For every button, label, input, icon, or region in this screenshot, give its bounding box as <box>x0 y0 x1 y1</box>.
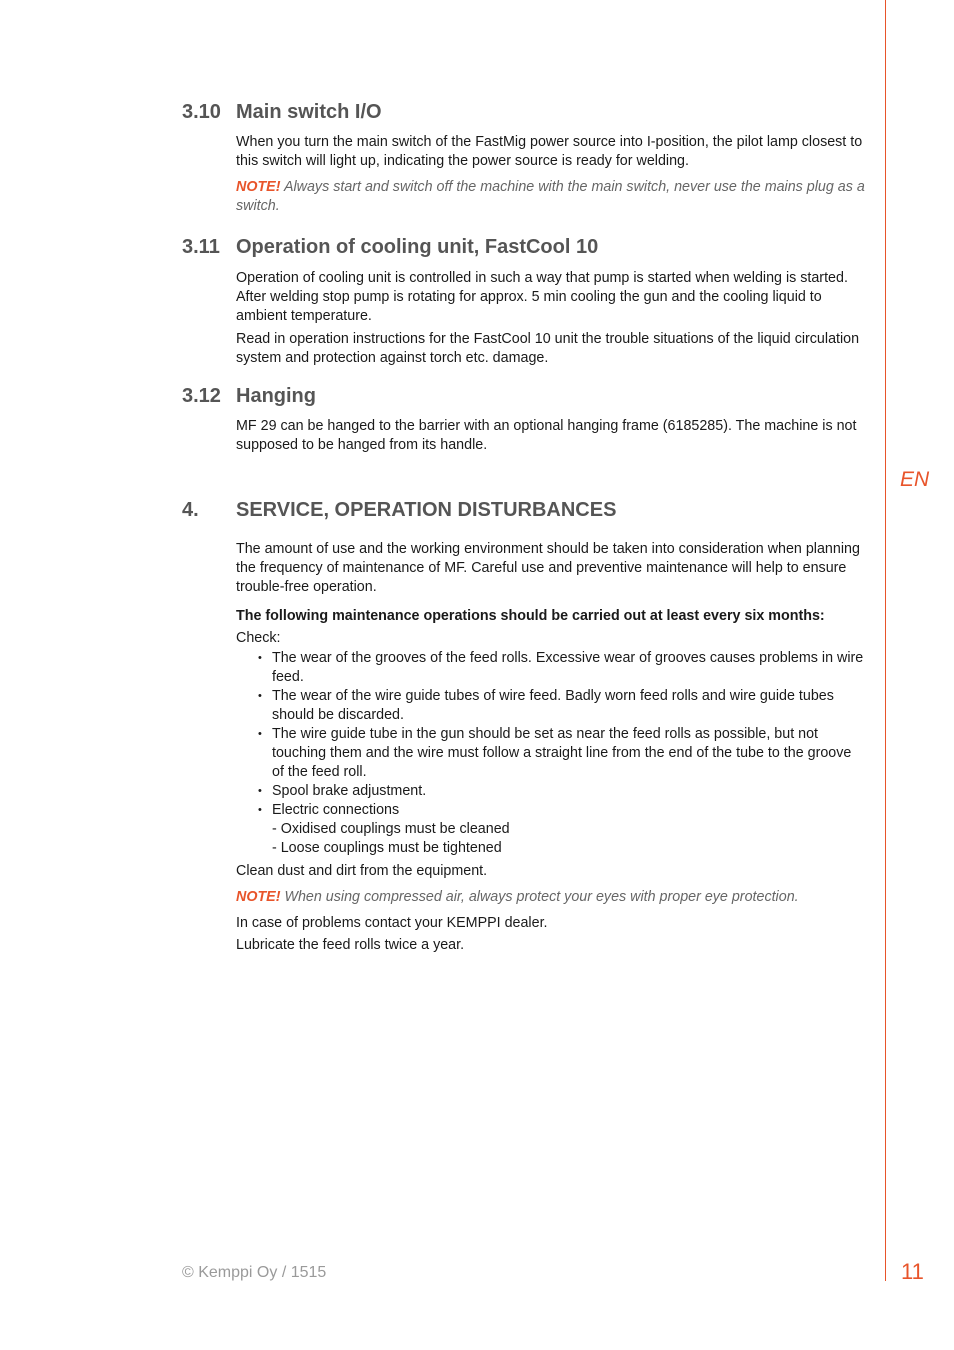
sub-item: - Loose couplings must be tightened <box>272 840 502 856</box>
note-text: When using compressed air, always protect your eyes with proper eye protection. <box>284 889 799 905</box>
list-item: • The wear of the grooves of the feed rolls. Excessive wear of grooves causes problems in wire feed. <box>236 649 866 687</box>
paragraph: When you turn the main switch of the FastMig power source into I-position, the pilot lamp closest to this switch will light up, indicating the power source is ready for welding. <box>236 134 863 169</box>
check-label: Check: <box>236 630 281 646</box>
margin-rule <box>885 0 886 1281</box>
sub-item: - Oxidised couplings must be cleaned <box>272 821 510 837</box>
section-3-10-body <box>236 133 866 216</box>
paragraph: Lubricate the feed rolls twice a year. <box>236 937 465 953</box>
note-text: Always start and switch off the machine with the main switch, never use the mains plug as a switch. <box>236 179 865 214</box>
section-3-11-body <box>236 269 866 368</box>
note-label: NOTE! <box>236 179 281 195</box>
list-item: • Electric connections <box>236 801 866 820</box>
section-title: Hanging <box>236 385 316 407</box>
section-number: 3.11 <box>182 236 220 258</box>
section-title: Operation of cooling unit, FastCool 10 <box>236 236 599 258</box>
note <box>236 178 866 216</box>
note-label: NOTE! <box>236 889 281 905</box>
section-title: Main switch I/O <box>236 101 382 123</box>
footer-copyright: © Kemppi Oy / 1515 <box>182 1264 327 1281</box>
section-number: 3.10 <box>182 101 221 123</box>
bold-paragraph: The following maintenance operations should be carried out at least every six months: <box>236 608 825 624</box>
maintenance-list <box>236 649 866 820</box>
paragraph: The amount of use and the working environment should be taken into consideration when planning the frequency of maintenance of MF. Careful use and preventive maintenance will help to ensure trouble-free operation. <box>236 541 860 595</box>
list-item: • The wear of the wire guide tubes of wire feed. Badly worn feed rolls and wire guide tubes should be discarded. <box>236 687 866 725</box>
page-number: 11 <box>901 1259 924 1284</box>
paragraph: In case of problems contact your KEMPPI dealer. <box>236 915 548 931</box>
list-item: • Spool brake adjustment. <box>236 782 866 801</box>
paragraph: MF 29 can be hanged to the barrier with an optional hanging frame (6185285). The machine is not supposed to be hanged from its handle. <box>236 418 857 453</box>
list-item: • The wire guide tube in the gun should be set as near the feed rolls as possible, but not touching them and the wire must follow a straight line from the end of the tube to the groove of the feed roll. <box>236 725 866 782</box>
paragraph: Read in operation instructions for the FastCool 10 unit the trouble situations of the liquid circulation system and protection against torch etc. damage. <box>236 331 860 366</box>
section-4-body <box>236 540 866 955</box>
section-3-10-heading <box>182 101 382 124</box>
note <box>236 888 866 907</box>
paragraph: Operation of cooling unit is controlled in such a way that pump is started when welding is started. After welding stop pump is rotating for approx. 5 min cooling the gun and the cooling liquid to ambient temperature. <box>236 270 848 324</box>
section-4-heading <box>182 499 616 522</box>
section-number: 3.12 <box>182 385 221 407</box>
section-3-12-body <box>236 417 866 455</box>
section-number: 4. <box>182 499 199 521</box>
section-3-12-heading <box>182 385 316 408</box>
section-3-11-heading <box>182 236 598 259</box>
paragraph: Clean dust and dirt from the equipment. <box>236 863 488 879</box>
language-tab: EN <box>900 468 930 491</box>
section-title: SERVICE, OPERATION DISTURBANCES <box>236 499 617 521</box>
